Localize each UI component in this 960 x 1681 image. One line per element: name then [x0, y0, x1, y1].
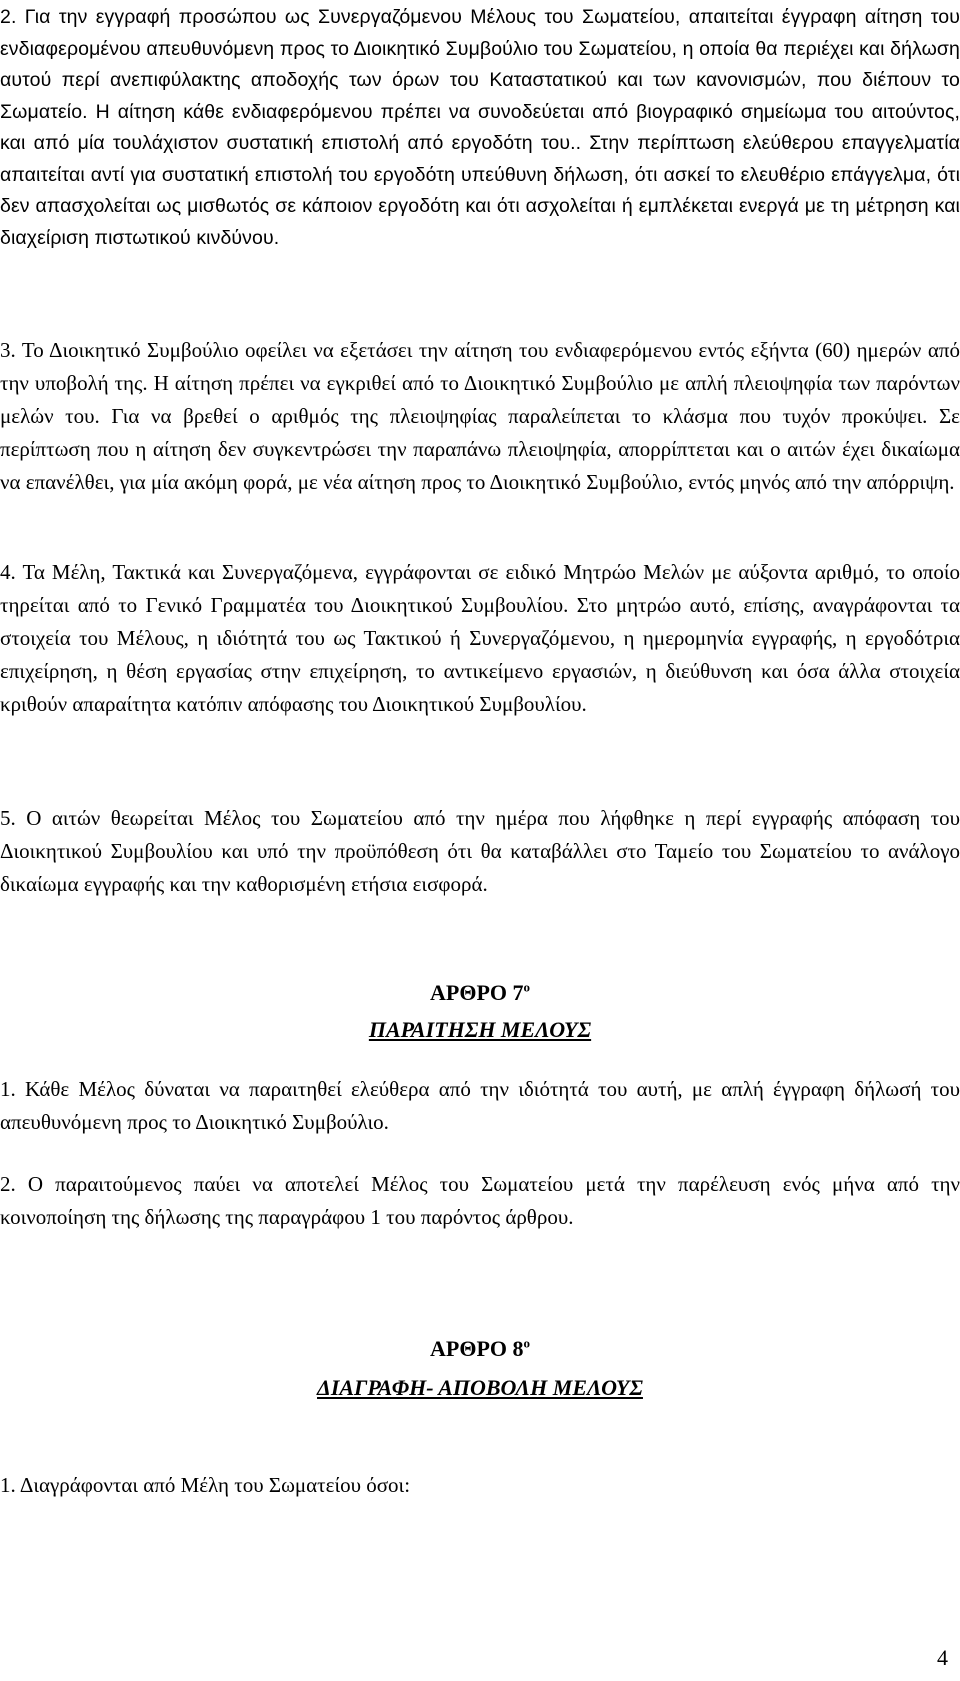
article-7-heading — [0, 978, 960, 1008]
paragraph-4: 4. Τα Μέλη, Τακτικά και Συνεργαζόμενα, εγγράφονται σε ειδικό Μητρώο Μελών με αύξοντα αριθμό, το οποίο τηρείται από το Γενικό Γραμματέα του Διοικητικού Συμβουλίου. Στο μητρώο αυτό, επίσης, αναγράφονται τα στοιχεία του Μέλους, η ιδιότητά του ως Τακτικού ή Συνεργαζόμενου, η ημερομηνία εγγραφής, η εργοδότρια επιχείρηση, η θέση εργασίας στην επιχείρηση, το αντικείμενο εργασιών, η διεύθυνση και όσα άλλα στοιχεία κριθούν απαραίτητα κατόπιν απόφασης του Διοικητικού Συμβουλίου. — [0, 560, 960, 716]
article-8-paragraph-1: 1. Διαγράφονται από Μέλη του Σωματείου όσοι: — [0, 1473, 411, 1497]
article-8-title: ΑΡΘΡΟ 8 — [430, 1336, 524, 1361]
article-7-superscript: ο — [523, 979, 530, 995]
article-8-heading — [0, 1334, 960, 1364]
article-7-paragraph-1: 1. Κάθε Μέλος δύναται να παραιτηθεί ελεύθερα από την ιδιότητά του αυτή, με απλή έγγραφη δήλωσή του απευθυνόμενη προς το Διοικητικό Συμβούλιο. — [0, 1077, 960, 1134]
paragraph-3: 3. Το Διοικητικό Συμβούλιο οφείλει να εξετάσει την αίτηση του ενδιαφερόμενου εντός εξήντα (60) ημερών από την υποβολή της. Η αίτηση πρέπει να εγκριθεί από το Διοικητικό Συμβούλιο με απλή πλειοψηφία των παρόντων μελών του. Για να βρεθεί ο αριθμός της πλειοψηφίας παραλείπεται το κλάσμα που τυχόν προκύψει. Σε περίπτωση που η αίτηση δεν συγκεντρώσει την παραπάνω πλειοψηφία, απορρίπτεται και ο αιτών έχει δικαίωμα να επανέλθει, για μία ακόμη φορά, με νέα αίτηση προς το Διοικητικό Συμβούλιο, εντός μηνός από την απόρριψη. — [0, 338, 960, 494]
paragraph-5: 5. Ο αιτών θεωρείται Μέλος του Σωματείου από την ημέρα που λήφθηκε η περί εγγραφής απόφαση του Διοικητικού Συμβουλίου και υπό την προϋπόθεση ότι θα καταβάλλει στο Ταμείο του Σωματείου το ανάλογο δικαίωμα εγγραφής και την καθορισμένη ετήσια εισφορά. — [0, 806, 960, 896]
article-7-title: ΑΡΘΡΟ 7 — [430, 980, 524, 1005]
paragraph-2: 2. Για την εγγραφή προσώπου ως Συνεργαζόμενου Μέλους του Σωματείου, απαιτείται έγγραφη αίτηση του ενδιαφερομένου απευθυνόμενη προς το Διοικητικό Συμβούλιο του Σωματείου, η οποία θα περιέχει και δήλωση αυτού περί ανεπιφύλακτης αποδοχής των όρων του Καταστατικού και των κανονισμών, που διέπουν το Σωματείο. Η αίτηση κάθε ενδιαφερόμενου πρέπει να συνοδεύεται από βιογραφικό σημείωμα του αιτούντος, και από μία τουλάχιστον συστατική επιστολή από εργοδότη του.. Στην περίπτωση ελεύθερου επαγγελματία απαιτείται αντί για συστατική επιστολή του εργοδότη υπεύθυνη δήλωση, ότι ασκεί το ελευθέριο επάγγελμα, ότι δεν απασχολείται ως μισθωτός σε κάποιον εργοδότη και ότι ασχολείται ή εμπλέκεται ενεργά με τη μέτρηση και διαχείριση πιστωτικού κινδύνου. — [0, 6, 960, 249]
article-7-paragraph-2: 2. Ο παραιτούμενος παύει να αποτελεί Μέλος του Σωματείου μετά την παρέλευση ενός μήνα από την κοινοποίηση της δήλωσης της παραγράφου 1 του παρόντος άρθρου. — [0, 1172, 960, 1229]
article-8-subtitle: ΔΙΑΓΡΑΦΗ- ΑΠΟΒΟΛΗ ΜΕΛΟΥΣ — [317, 1375, 643, 1400]
page-number: 4 — [937, 1645, 948, 1670]
article-7-subtitle: ΠΑΡΑΙΤΗΣΗ ΜΕΛΟΥΣ — [368, 1017, 592, 1042]
article-8-superscript: ο — [523, 1335, 530, 1351]
